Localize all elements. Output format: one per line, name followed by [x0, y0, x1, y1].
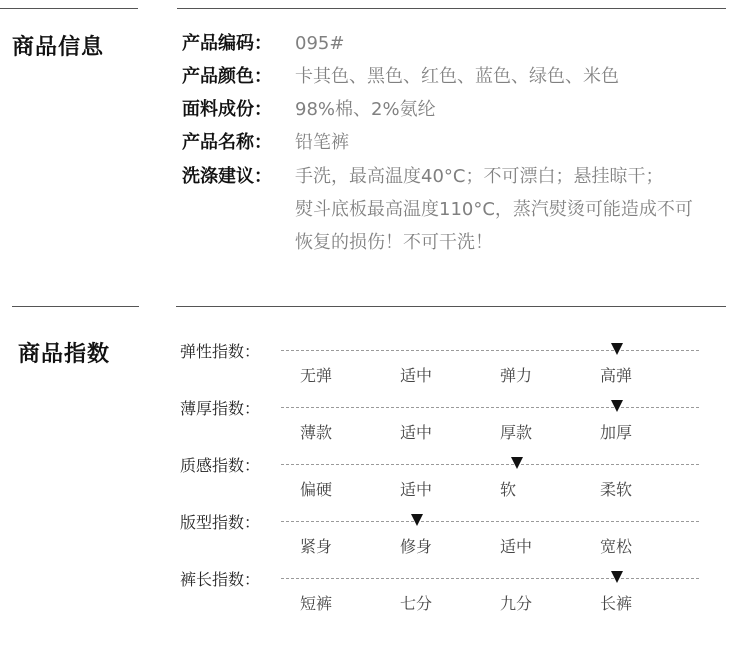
index-option: 偏硬 — [300, 480, 333, 499]
index-dotted-line — [281, 464, 699, 465]
info-row-name — [182, 126, 349, 159]
index-dotted-line — [281, 407, 699, 408]
index-marker-icon — [611, 400, 623, 412]
section-title-product-info: 商品信息 — [12, 35, 105, 60]
info-value: 铅笔裤 — [295, 132, 349, 153]
divider-left-top — [0, 8, 138, 9]
info-label: 产品编码： — [182, 33, 272, 54]
index-option: 柔软 — [600, 480, 633, 499]
index-marker-icon — [511, 457, 523, 469]
index-label: 裤长指数： — [180, 570, 261, 589]
index-option: 无弹 — [300, 366, 333, 385]
index-option: 弹力 — [500, 366, 533, 385]
divider-right-top — [177, 8, 726, 9]
index-option: 厚款 — [500, 423, 533, 442]
index-option: 紧身 — [300, 537, 333, 556]
info-row-code — [182, 27, 344, 60]
index-option: 适中 — [400, 366, 433, 385]
index-option: 适中 — [400, 480, 433, 499]
index-dotted-line — [281, 350, 699, 351]
index-option: 宽松 — [600, 537, 633, 556]
index-marker-icon — [611, 571, 623, 583]
index-option: 软 — [500, 480, 517, 499]
index-option: 修身 — [400, 537, 433, 556]
info-value: 095# — [295, 33, 345, 54]
section-title-product-index: 商品指数 — [18, 342, 111, 367]
index-option: 薄款 — [300, 423, 333, 442]
info-label: 产品颜色： — [182, 66, 272, 87]
index-option: 长裤 — [600, 594, 633, 613]
index-marker-icon — [611, 343, 623, 355]
index-option: 九分 — [500, 594, 533, 613]
index-label: 版型指数： — [180, 513, 261, 532]
info-row-care — [182, 160, 295, 193]
index-dotted-line — [281, 578, 699, 579]
index-option: 适中 — [400, 423, 433, 442]
index-option: 加厚 — [600, 423, 633, 442]
info-label: 产品名称： — [182, 132, 272, 153]
index-marker-icon — [411, 514, 423, 526]
divider-right-mid — [176, 306, 726, 307]
info-label: 洗涤建议： — [182, 166, 272, 187]
index-label: 薄厚指数： — [180, 399, 261, 418]
index-option: 高弹 — [600, 366, 633, 385]
index-option: 七分 — [400, 594, 433, 613]
index-label: 质感指数： — [180, 456, 261, 475]
info-label: 面料成份： — [182, 99, 272, 120]
care-line: 熨斗底板最高温度110°C，蒸汽熨烫可能造成不可 — [295, 199, 693, 220]
care-line: 恢复的损伤！不可干洗！ — [295, 232, 493, 253]
info-value: 卡其色、黑色、红色、蓝色、绿色、米色 — [295, 66, 619, 87]
care-line: 手洗，最高温度40°C；不可漂白；悬挂晾干； — [295, 166, 664, 187]
index-label: 弹性指数： — [180, 342, 261, 361]
divider-left-mid — [12, 306, 139, 307]
info-row-colors — [182, 60, 619, 93]
index-option: 适中 — [500, 537, 533, 556]
info-row-fabric — [182, 93, 436, 126]
index-dotted-line — [281, 521, 699, 522]
info-value: 98%棉、2%氨纶 — [295, 99, 436, 120]
index-option: 短裤 — [300, 594, 333, 613]
